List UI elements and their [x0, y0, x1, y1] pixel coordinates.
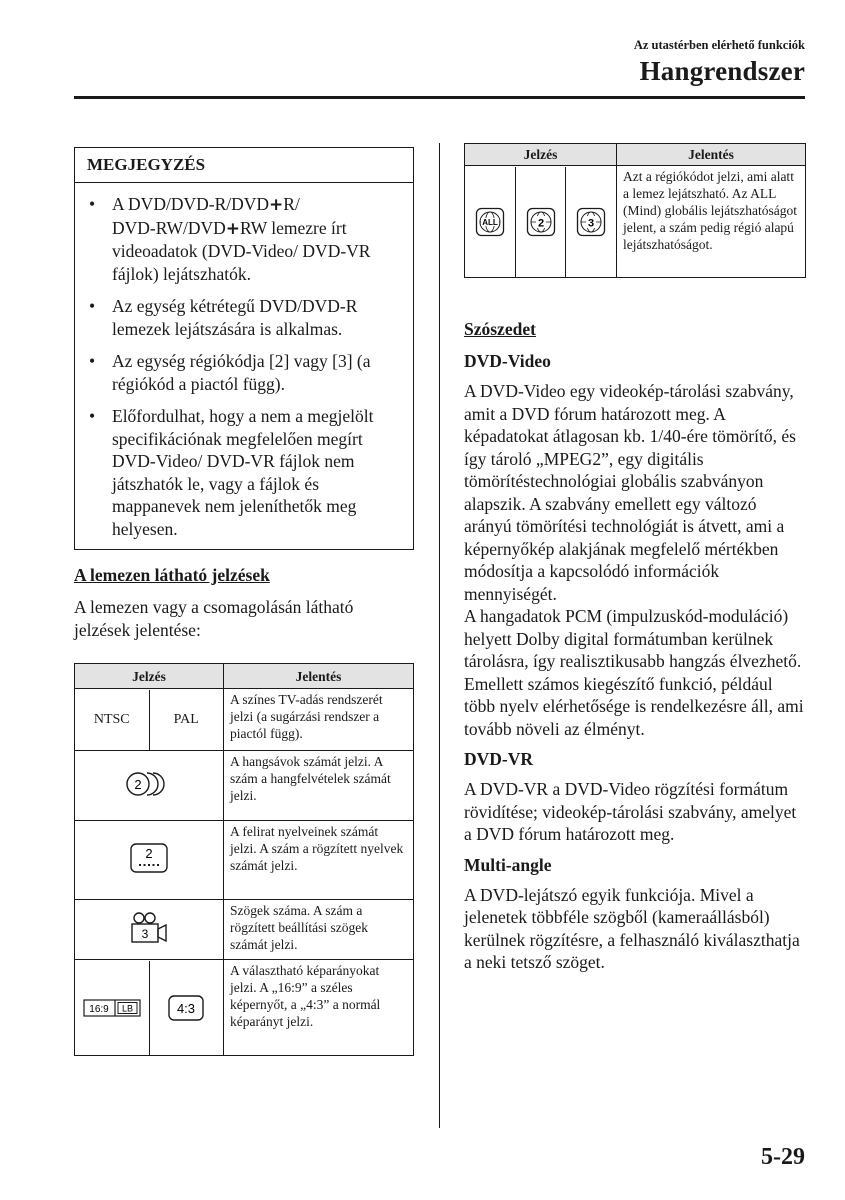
table-row [75, 689, 414, 751]
page-title: Hangrendszer [639, 56, 805, 86]
subtitle-count: 2 [145, 846, 153, 861]
note-text: RW lemezre írt videoadatok (DVD-Video/ DVD-VR fájlok) lejátszhatók. [112, 217, 371, 284]
note-title: MEGJEGYZÉS [75, 148, 413, 183]
region-2-label: 2 [537, 217, 544, 229]
camera-angle-icon [126, 911, 172, 945]
table-header-sign: Jelzés [75, 664, 224, 689]
note-list [75, 183, 413, 549]
table-header-meaning: Jelentés [617, 144, 806, 166]
note-box [74, 147, 414, 550]
aspect-16-9-label: 16:9 [89, 1003, 109, 1015]
table-row [75, 821, 414, 900]
table-row [75, 960, 414, 1056]
column-divider [439, 143, 440, 1128]
audio-tracks-count: 2 [134, 776, 142, 792]
table-cell-meaning: A hangsávok számát jelzi. A szám a hangfelvételek számát jelzi. [224, 751, 414, 821]
region-2-icon [526, 207, 556, 237]
plus-icon: + [225, 218, 240, 239]
region-table [464, 143, 806, 278]
region-3-label: 3 [588, 217, 595, 229]
note-item: • Az egység régiókódja [2] vagy [3] (a régiókód a piactól függ). [89, 350, 399, 395]
note-text: R/ [283, 194, 300, 214]
ntsc-label: NTSC [75, 690, 150, 750]
left-column [74, 147, 414, 1056]
table-row [75, 751, 414, 821]
disc-marks-table [74, 663, 414, 1056]
glossary-paragraph: A DVD-lejátszó egyik funkciója. Mivel a jelenetek többféle szögből (kameraállásból) kerülnek rögzítésre, a felhasználó kiválaszthatja a neki tetsző szöget. [464, 884, 800, 972]
note-item: • Előfordulhat, hogy a nem a megjelölt specifikációnak megfelelően megírt DVD-Video/ DVD-VR fájlok nem játszhatók le, vagy a fájlok és mappanevek nem jeleníthetők meg helyesen. [89, 405, 399, 540]
table-cell-icon [75, 900, 224, 960]
glossary-paragraph: A DVD-Video egy videokép-tárolási szabvány, amit a DVD fórum határozott meg. A képadatokat átlagosan kb. 1/40-ére tömörítő, és így tároló „MPEG2”, egy digitális tömörítéstechnológiai globális szabványon alapszik. A szabvány emellett egy változó arányú tömörítési technológiát is átvett, ami a képernyőkép alakjának megfelelő mértékben módosítja a kapcsolódó információk mennyiségét. [464, 381, 796, 604]
subtitle-icon [129, 842, 169, 874]
section-title: Az utastérben elérhető funkciók [633, 38, 805, 52]
table-cell-meaning: A színes TV-adás rendszerét jelzi (a sugárzási rendszer a piactól függ). [224, 689, 414, 751]
region-all-icon [475, 207, 505, 237]
note-item: • Az egység kétrétegű DVD/DVD-R lemezek lejátszására is alkalmas. [89, 295, 399, 340]
table-cell-meaning: Azt a régiókódot jelzi, ami alatt a lemez lejátszható. Az ALL (Mind) globális lejátszhatóságot jelent, a szám pedig régió alapú lejátszhatóságot. [617, 166, 806, 278]
region-3-icon [576, 207, 606, 237]
aspect-standard-icon [167, 994, 205, 1022]
right-column [464, 143, 806, 982]
glossary-term: Multi-angle [464, 854, 552, 875]
table-cell-icon [75, 751, 224, 821]
page-number: 5-29 [761, 1144, 805, 1170]
table-cell-icon [75, 821, 224, 900]
header-rule [74, 96, 805, 99]
camera-angle-count: 3 [141, 926, 149, 941]
disc-marks-heading: A lemezen látható jelzések [74, 565, 270, 585]
glossary-paragraph: A hangadatok PCM (impulzuskód-moduláció) helyett Dolby digital formátumban kerülnek tárolásra, így realisztikusabb hangzás élvezhető. Emellett számos kiegészítő funkció, például több nyelv elérhetősége is rendelkezésre áll, ami tovább növeli az élményt. [464, 606, 804, 739]
plus-icon: + [269, 195, 284, 215]
note-text: DVD-RW/DVD [112, 217, 226, 238]
disc-marks-intro: A lemezen vagy a csomagolásán látható jelzések jelentése: [74, 597, 354, 640]
aspect-4-3-label: 4:3 [177, 1000, 196, 1016]
glossary-term: DVD-Video [464, 351, 551, 371]
pal-label: PAL [173, 712, 199, 727]
table-cell-meaning: Szögek száma. A szám a rögzített beállítási szögek számát jelzi. [224, 900, 414, 960]
glossary-heading: Szószedet [464, 319, 536, 339]
table-cell-meaning: A felirat nyelveinek számát jelzi. A szám a rögzített nyelvek számát jelzi. [224, 821, 414, 900]
note-item [89, 193, 399, 285]
region-icons-cell [465, 166, 617, 278]
aspect-lb-label: LB [121, 1003, 133, 1013]
aspect-ratio-cell [75, 960, 224, 1056]
table-header-meaning: Jelentés [224, 664, 414, 689]
tv-system-cell [75, 689, 224, 751]
aspect-widescreen-icon [83, 998, 141, 1018]
table-row [75, 900, 414, 960]
table-row [465, 166, 806, 278]
audio-tracks-icon [123, 767, 175, 801]
glossary-term: DVD-VR [464, 749, 534, 769]
glossary-paragraph: A DVD-VR a DVD-Video rögzítési formátum rövidítése; videokép-tárolási szabvány, amelyet a DVD fórum határozott meg. [464, 779, 797, 844]
table-cell-meaning: A választható képarányokat jelzi. A „16:9” a széles képernyőt, a „4:3” a normál képarányt jelzi. [224, 960, 414, 1056]
note-text: A DVD/DVD-R/DVD [112, 194, 270, 214]
region-all-label: ALL [482, 217, 498, 227]
table-header-sign: Jelzés [465, 144, 617, 166]
